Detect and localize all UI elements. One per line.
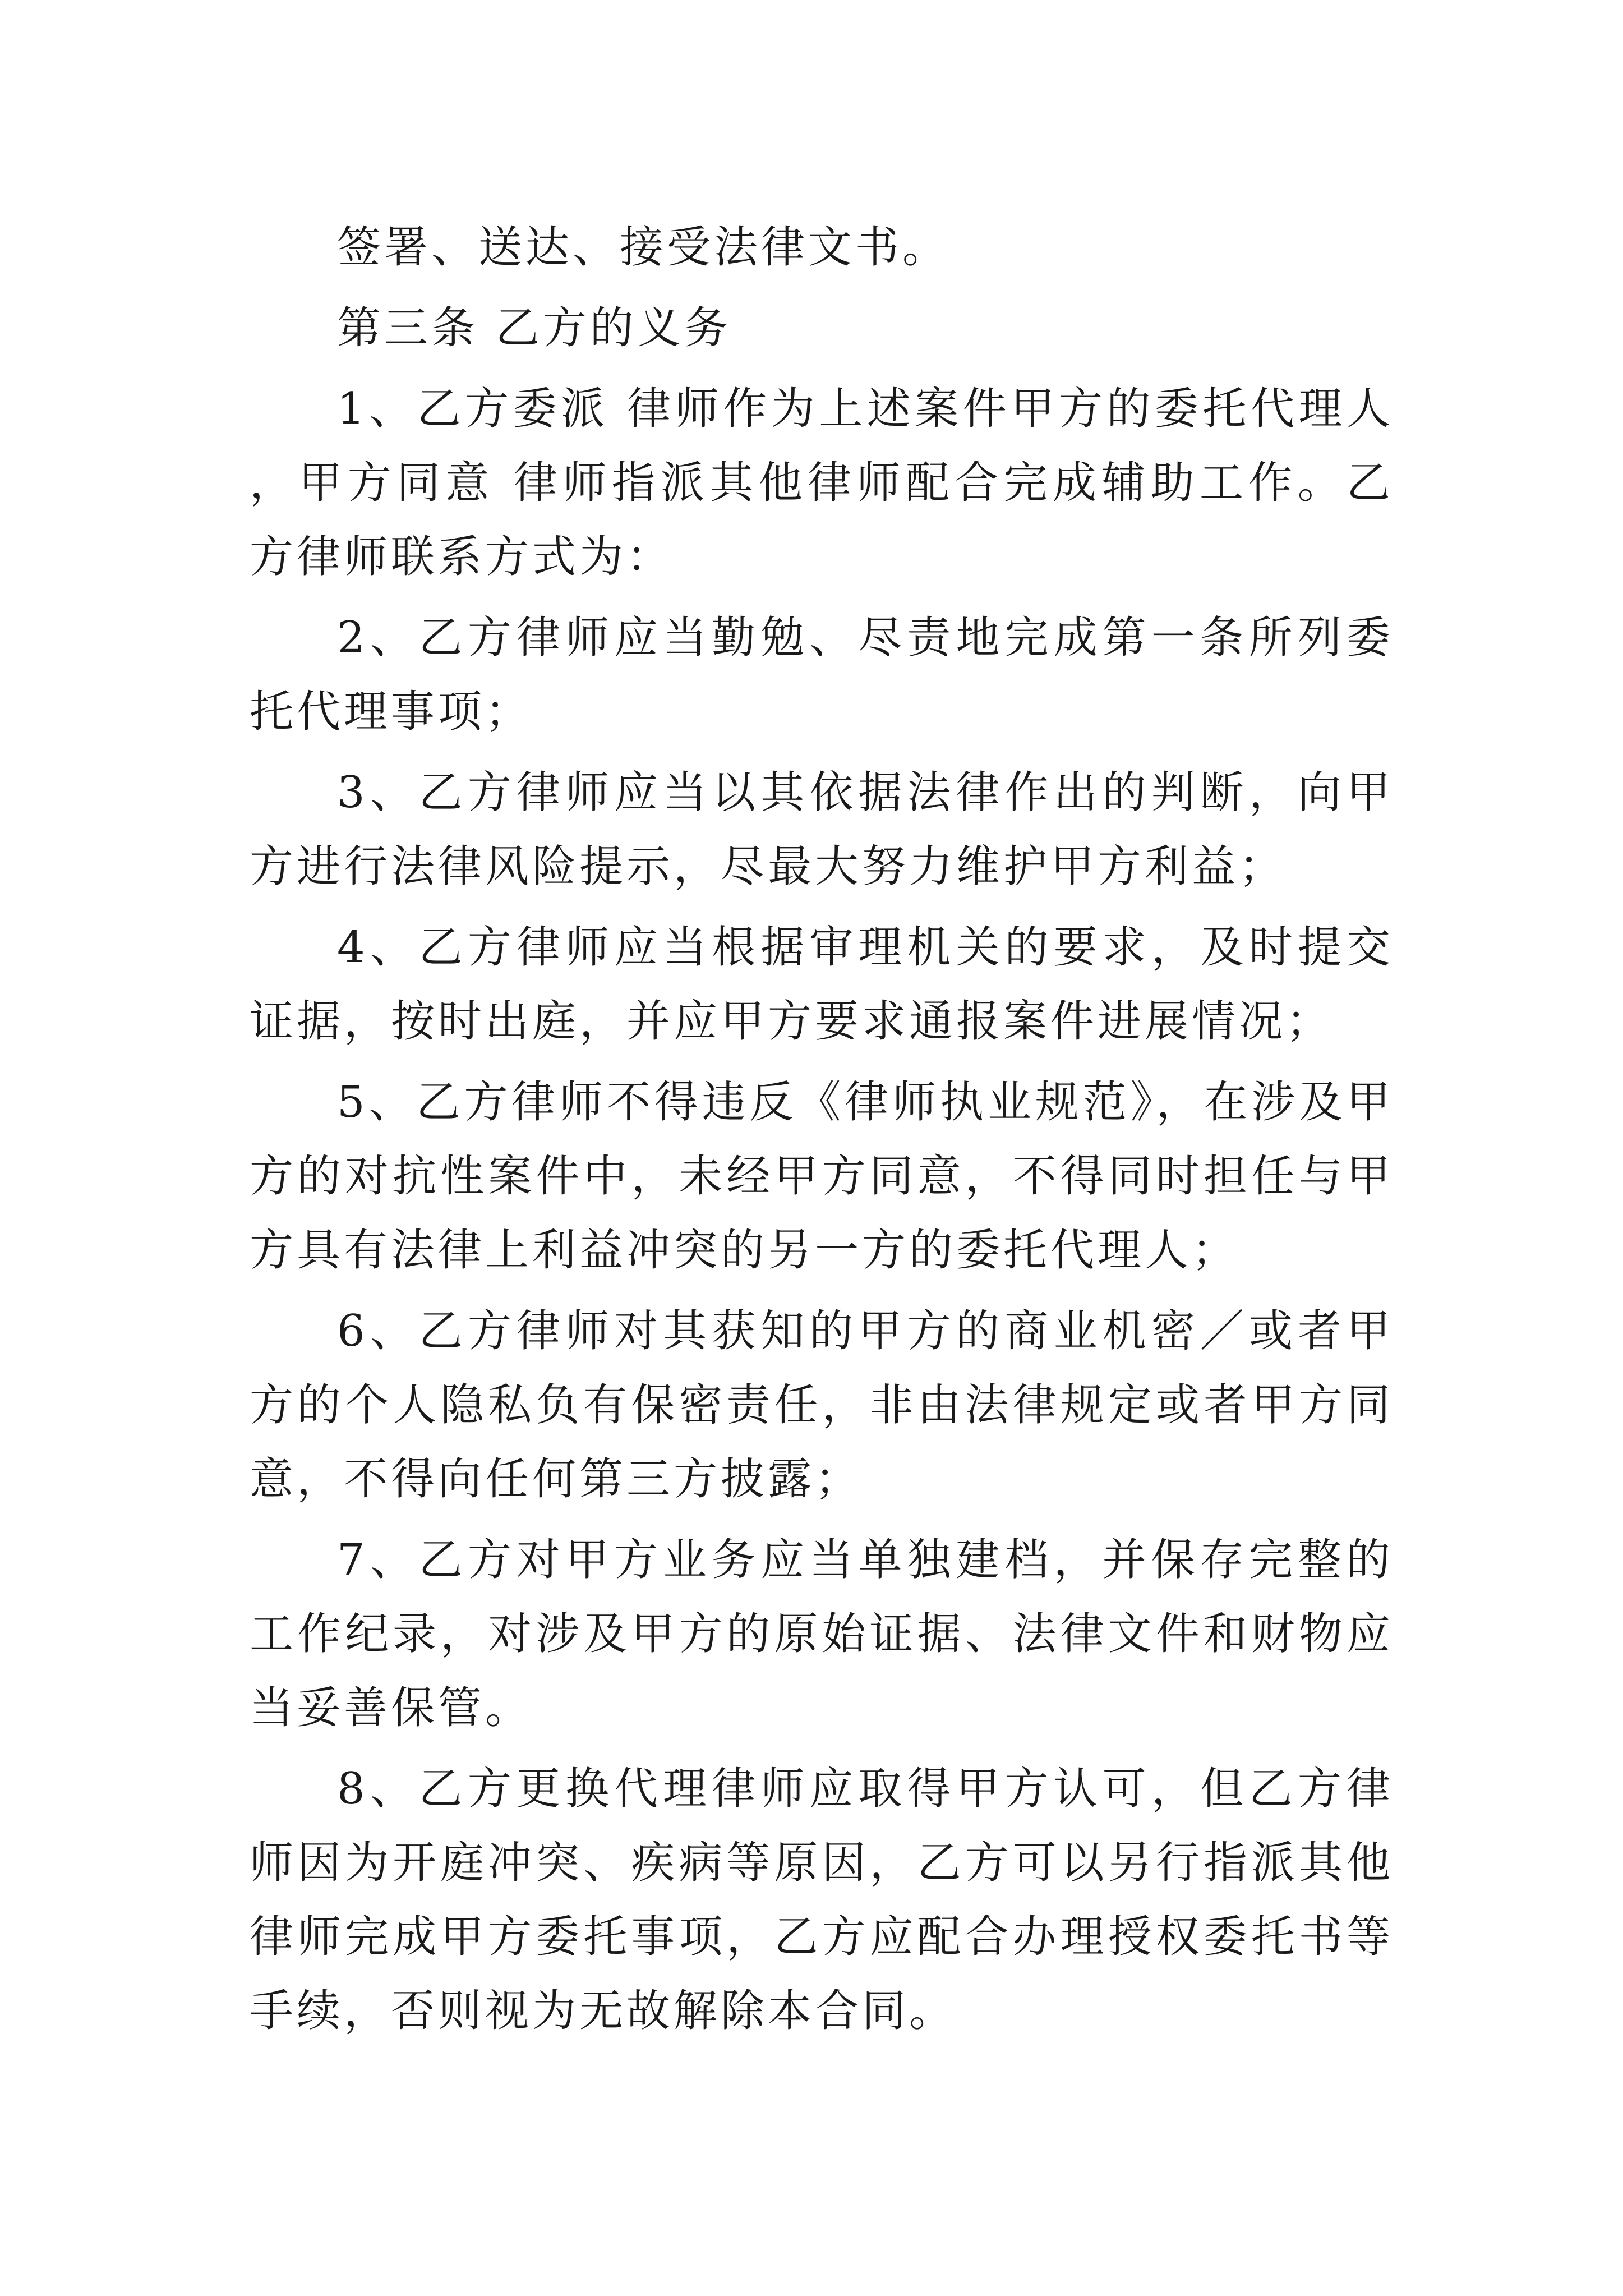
clause-5: 5、乙方律师不得违反《律师执业规范》，在涉及甲方的对抗性案件中，未经甲方同意，不得同时担任与甲方具有法律上利益冲突的另一方的委托代理人； bbox=[250, 1077, 1394, 1276]
clause-6: 6、乙方律师对其获知的甲方的商业机密／或者甲方的个人隐私负有保密责任，非由法律规定或者甲方同意，不得向任何第三方披露； bbox=[250, 1306, 1394, 1504]
clause-7: 7、乙方对甲方业务应当单独建档，并保存完整的工作纪录，对涉及甲方的原始证据、法律文件和财物应当妥善保管。 bbox=[250, 1535, 1394, 1733]
clause-8: 8、乙方更换代理律师应取得甲方认可，但乙方律师因为开庭冲突、疾病等原因，乙方可以另行指派其他律师完成甲方委托事项，乙方应配合办理授权委托书等手续，否则视为无故解除本合同。 bbox=[250, 1764, 1394, 2036]
article-heading: 第三条 乙方的义务 bbox=[337, 303, 731, 353]
document-body bbox=[250, 210, 1394, 2048]
clause-4: 4、乙方律师应当根据审理机关的要求，及时提交证据，按时出庭，并应甲方要求通报案件进展情况； bbox=[250, 922, 1394, 1047]
clause-2: 2、乙方律师应当勤勉、尽责地完成第一条所列委托代理事项； bbox=[250, 613, 1394, 737]
clause-3: 3、乙方律师应当以其依据法律作出的判断，向甲方进行法律风险提示，尽最大努力维护甲方利益； bbox=[250, 767, 1394, 892]
paragraph-continuation: 签署、送达、接受法律文书。 bbox=[337, 222, 950, 273]
clause-1: 1、乙方委派 律师作为上述案件甲方的委托代理人，甲方同意 律师指派其他律师配合完成辅助工作。乙方律师联系方式为： bbox=[250, 384, 1394, 582]
